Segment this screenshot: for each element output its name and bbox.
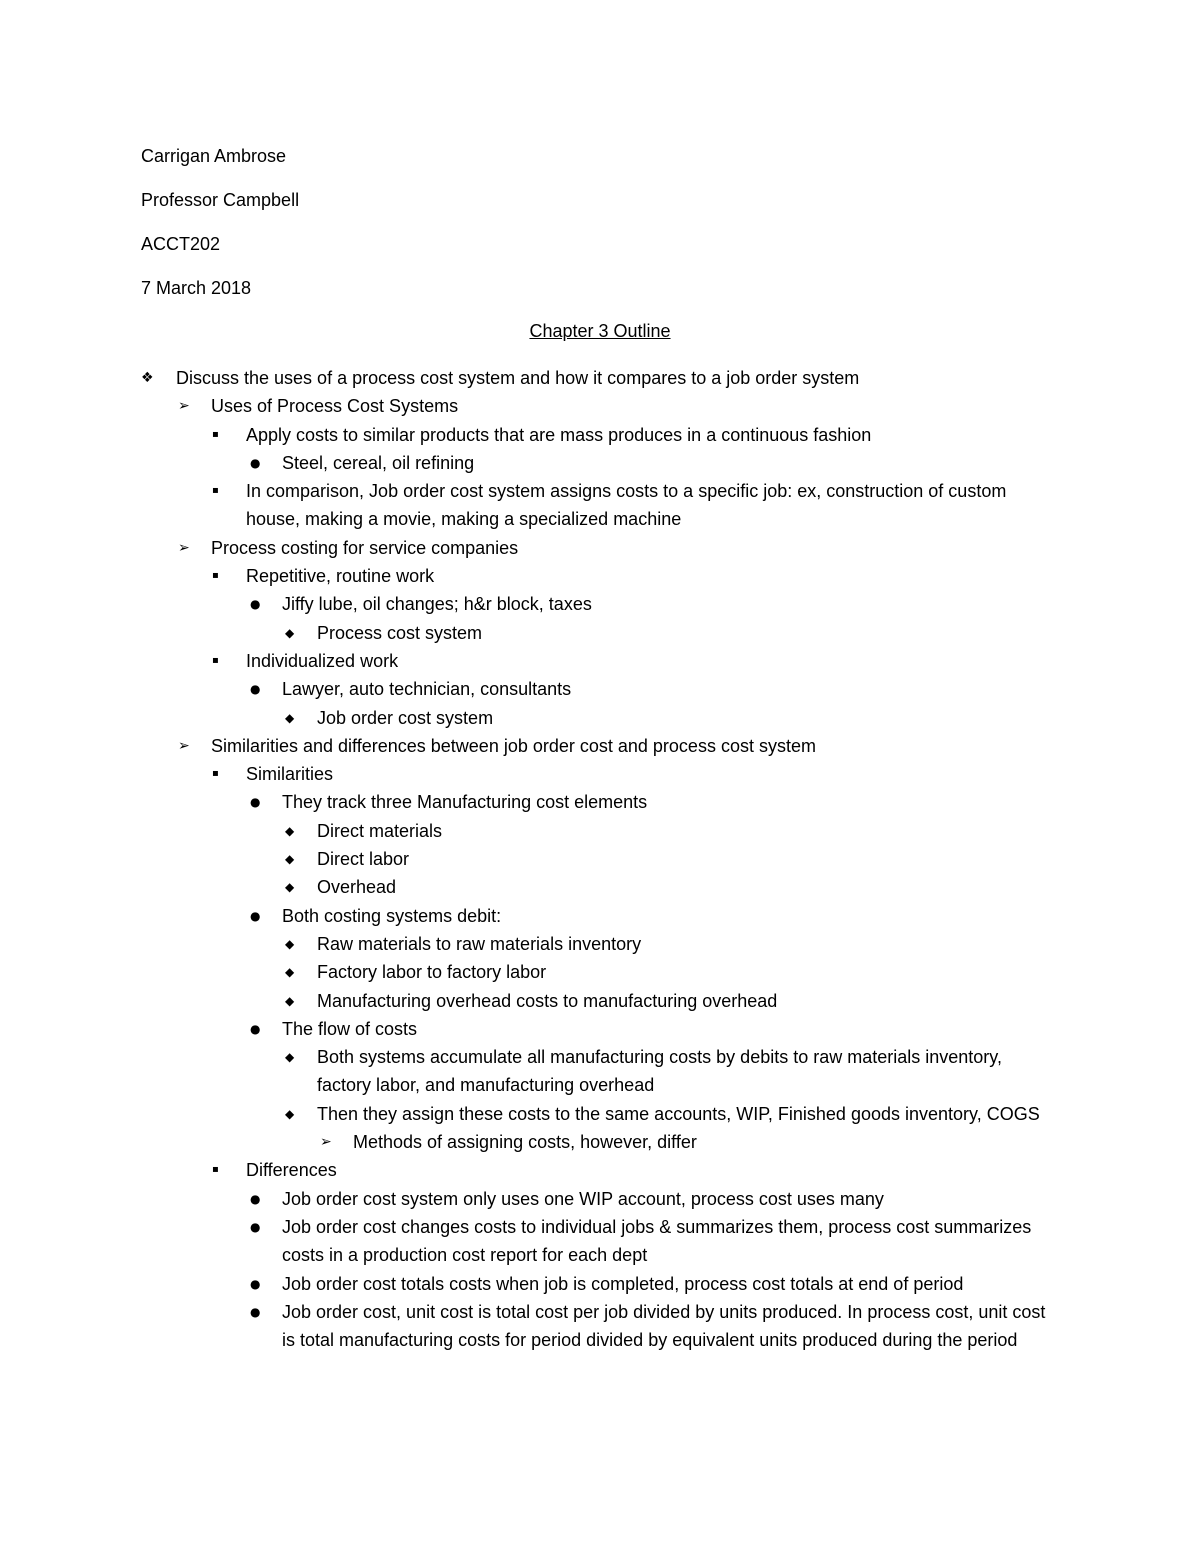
outline-item <box>0 421 1200 449</box>
outline-item <box>0 477 1200 534</box>
outline-item <box>0 562 1200 590</box>
outline-item-text: Factory labor to factory labor <box>317 962 547 983</box>
bullet-icon: ▪ <box>212 570 219 582</box>
outline-item <box>0 647 1200 675</box>
outline-item <box>0 873 1200 901</box>
outline-item <box>0 619 1200 647</box>
document-date: 7 March 2018 <box>141 278 252 298</box>
outline-item <box>0 930 1200 958</box>
bullet-icon: ▪ <box>212 1164 219 1176</box>
outline-item <box>0 675 1200 703</box>
outline-item-text: Process cost system <box>317 622 483 643</box>
outline-item <box>0 958 1200 986</box>
outline-item <box>0 364 1200 392</box>
outline-item-text: Job order cost system only uses one WIP account, process cost uses many <box>282 1188 884 1209</box>
page-title: Chapter 3 Outline <box>529 321 671 341</box>
professor-name: Professor Campbell <box>141 190 300 210</box>
bullet-icon: ◆ <box>285 1050 295 1065</box>
outline-item-text: Similarities <box>246 764 334 785</box>
bullet-icon: ● <box>250 597 261 612</box>
outline-item <box>0 732 1200 760</box>
bullet-icon: ● <box>250 908 261 923</box>
bullet-icon: ● <box>250 1276 261 1291</box>
bullet-icon: ◆ <box>285 625 295 640</box>
bullet-icon: ◆ <box>285 852 295 867</box>
bullet-icon: ▪ <box>212 485 219 497</box>
outline-item <box>0 1100 1200 1128</box>
outline-item <box>0 534 1200 562</box>
outline-item <box>0 760 1200 788</box>
student-name: Carrigan Ambrose <box>141 146 287 166</box>
bullet-icon: ◆ <box>285 936 295 951</box>
outline-list <box>0 364 1200 1354</box>
outline-item <box>0 1128 1200 1156</box>
bullet-icon: ▪ <box>212 768 219 780</box>
outline-item-text: Lawyer, auto technician, consultants <box>282 679 572 700</box>
outline-item-text: Job order cost totals costs when job is completed, process cost totals at end of period <box>282 1273 964 1294</box>
outline-item-text: Individualized work <box>246 650 399 671</box>
bullet-icon: ● <box>250 1219 261 1234</box>
outline-item-text: Both costing systems debit: <box>282 905 502 926</box>
outline-item-text: Steel, cereal, oil refining <box>282 452 475 473</box>
bullet-icon: ◆ <box>285 965 295 980</box>
outline-item <box>0 1156 1200 1184</box>
outline-item <box>0 817 1200 845</box>
outline-item <box>0 704 1200 732</box>
outline-item-text: Apply costs to similar products that are mass produces in a continuous fashion <box>246 424 872 445</box>
bullet-icon: ➢ <box>178 737 190 754</box>
bullet-icon: ◆ <box>285 710 295 725</box>
outline-item-text: Direct materials <box>317 820 443 841</box>
bullet-icon: ◆ <box>285 993 295 1008</box>
outline-item <box>0 1213 1200 1270</box>
bullet-icon: ● <box>250 682 261 697</box>
outline-item-text: Discuss the uses of a process cost system and how it compares to a job order system <box>176 368 860 388</box>
course-code: ACCT202 <box>141 234 221 254</box>
bullet-icon: ● <box>250 1191 261 1206</box>
outline-item <box>0 788 1200 816</box>
outline-item-text: Differences <box>246 1160 337 1181</box>
outline-item <box>0 845 1200 873</box>
bullet-icon: ▪ <box>212 428 219 440</box>
outline-item-text: Methods of assigning costs, however, differ <box>353 1132 697 1153</box>
outline-item <box>0 1043 1200 1100</box>
outline-item-text: Repetitive, routine work <box>246 566 435 587</box>
outline-item-text: The flow of costs <box>282 1018 418 1039</box>
outline-item <box>0 1185 1200 1213</box>
outline-item-text: Manufacturing overhead costs to manufacturing overhead <box>317 990 778 1011</box>
bullet-icon: ◆ <box>285 880 295 895</box>
outline-item-text: Both systems accumulate all manufacturing costs by debits to raw materials inventory, factory labor, and manufacturing overhead <box>317 1047 1002 1096</box>
outline-item-text: Jiffy lube, oil changes; h&r block, taxes <box>282 594 592 615</box>
bullet-icon: ◆ <box>285 1106 295 1121</box>
bullet-icon: ❖ <box>141 370 154 386</box>
outline-item-text: Job order cost, unit cost is total cost per job divided by units produced. In process cost, unit cost is total manufacturing costs for period divided by equivalent units produced during the period <box>282 1301 1046 1351</box>
bullet-icon: ➢ <box>178 398 190 415</box>
bullet-icon: ● <box>250 455 261 470</box>
outline-item-text: Then they assign these costs to the same accounts, WIP, Finished goods inventory, COGS <box>317 1103 1040 1124</box>
outline-item-text: In comparison, Job order cost system assigns costs to a specific job: ex, construction of custom house, making a movie, making a specialized machine <box>246 481 1007 530</box>
outline-item <box>0 987 1200 1015</box>
outline-item-text: Process costing for service companies <box>211 537 519 558</box>
bullet-icon: ➢ <box>320 1134 332 1151</box>
bullet-icon: ● <box>250 1021 261 1036</box>
outline-item <box>0 902 1200 930</box>
outline-item-text: Job order cost changes costs to individual jobs & summarizes them, process cost summarizes costs in a production cost report for each dept <box>282 1216 1032 1266</box>
bullet-icon: ◆ <box>285 823 295 838</box>
outline-item-text: Direct labor <box>317 849 410 870</box>
outline-item-text: Uses of Process Cost Systems <box>211 396 459 417</box>
outline-item <box>0 1298 1200 1355</box>
outline-item-text: Overhead <box>317 877 397 898</box>
outline-item <box>0 392 1200 420</box>
bullet-icon: ● <box>250 1304 261 1319</box>
bullet-icon: ▪ <box>212 654 219 666</box>
outline-item <box>0 590 1200 618</box>
bullet-icon: ➢ <box>178 539 190 556</box>
outline-item <box>0 449 1200 477</box>
outline-item <box>0 1015 1200 1043</box>
outline-item-text: Raw materials to raw materials inventory <box>317 933 642 954</box>
bullet-icon: ● <box>250 795 261 810</box>
outline-item-text: Job order cost system <box>317 707 494 728</box>
outline-item <box>0 1270 1200 1298</box>
outline-item-text: They track three Manufacturing cost elements <box>282 792 648 813</box>
outline-item-text: Similarities and differences between job order cost and process cost system <box>211 735 816 756</box>
